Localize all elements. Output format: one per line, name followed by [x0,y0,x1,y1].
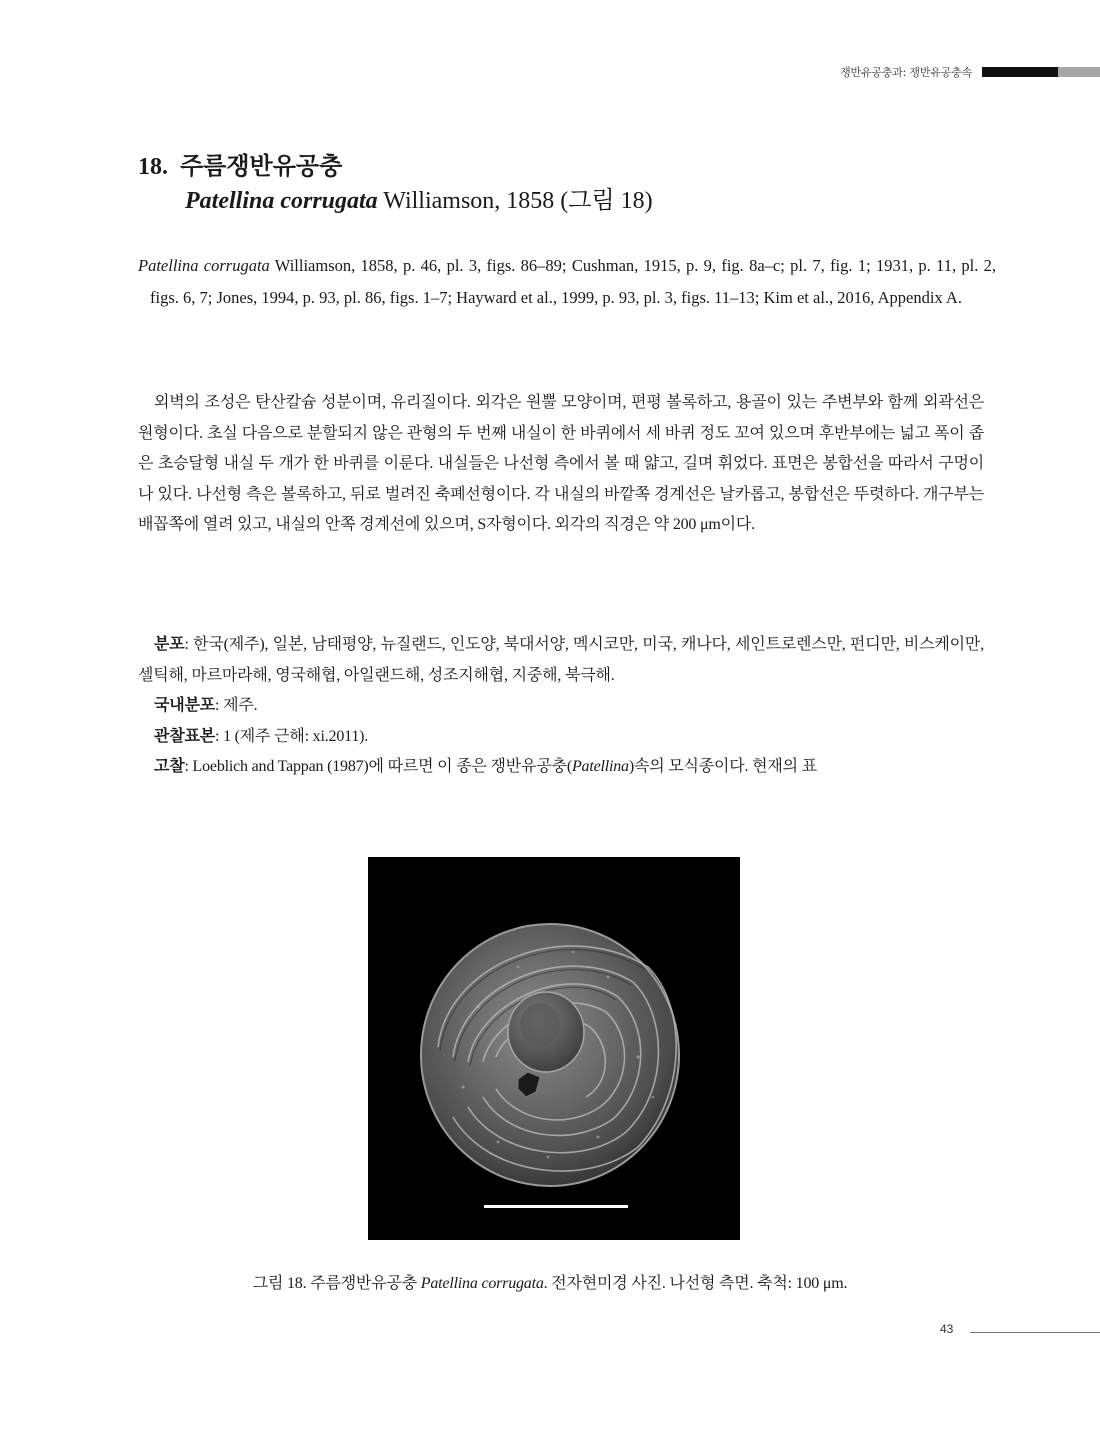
page-folio [940,1322,1100,1342]
authority: Williamson, 1858 [377,188,555,214]
specimens-label: 관찰표본 [154,727,216,745]
korean-name: 주름쟁반유공충 [180,154,343,180]
scientific-name: Patellina corrugata [185,188,378,214]
title-line-scientific [185,184,998,218]
domestic-text: : 제주. [215,697,258,714]
domestic-paragraph [138,691,984,722]
sem-photograph [368,857,740,1240]
remarks-paragraph [138,752,984,783]
page-number: 43 [940,1322,954,1336]
synonymy-list [138,250,996,314]
caption-suffix: . 전자현미경 사진. 나선형 측면. 축척: 100 μm. [543,1275,848,1292]
remarks-genus: Patellina [571,758,629,775]
specimens-paragraph [138,722,984,753]
synonymy-sci-name: Patellina corrugata [138,256,270,275]
remarks-text-before: : Loeblich and Tappan (1987)에 따르면 이 종은 쟁반유공충( [184,758,572,775]
title-line-korean [138,150,998,184]
distribution-label: 분포 [154,636,185,653]
specimens-text: : 1 (제주 근해: xi.2011). [215,727,369,745]
folio-rule [970,1332,1100,1333]
distribution-paragraph [138,630,984,691]
synonymy-text: Williamson, 1858, p. 46, pl. 3, figs. 86–89; Cushman, 1915, p. 9, fig. 8a–c; pl. 7, fig. 1; 1931, p. 11, pl. 2, figs. 6, 7; Jones, 1994, p. 93, pl. 86, figs. 1–7; Hayward et al., 1999, p. 93, pl. 3, figs. 11–13; Kim et al., 2016, Appendix A. [150,256,996,307]
scale-bar [484,1205,628,1208]
caption-prefix: 그림 18. 주름쟁반유공충 [252,1275,421,1292]
running-head-bar-gray [1058,67,1100,77]
caption-sci-name: Patellina corrugata [420,1275,544,1292]
species-number: 18. [138,154,168,180]
domestic-label: 국내분포 [154,697,216,714]
figure-caption [0,1272,1100,1296]
distribution-text: : 한국(제주), 일본, 남태평양, 뉴질랜드, 인도양, 북대서양, 멕시코만, 미국, 캐나다, 세인트로렌스만, 펀디만, 비스케이만, 셀틱해, 마르마라해, 영국해협, 아일랜드해, 성조지해협, 지중해, 북극해. [138,636,984,684]
running-head-text: 쟁반유공충과: 쟁반유공충속 [840,66,972,79]
remarks-label: 고찰 [154,758,185,775]
foraminifera-shell-image [368,857,740,1240]
running-head [840,64,1100,80]
description-paragraph: 외벽의 조성은 탄산칼슘 성분이며, 유리질이다. 외각은 원뿔 모양이며, 편평 볼록하고, 용골이 있는 주변부와 함께 외곽선은 원형이다. 초실 다음으로 분할되지 않은 관형의 두 번째 내실이 한 바퀴에서 세 바퀴 정도 꼬여 있으며 후반부에는 넓고 폭이 좁은 초승달형 내실 두 개가 한 바퀴를 이룬다. 내실들은 나선형 측에서 볼 때 얇고, 길며 휘었다. 표면은 봉합선을 따라서 구멍이 나 있다. 나선형 측은 볼록하고, 뒤로 벌려진 축폐선형이다. 각 내실의 바깥쪽 경계선은 날카롭고, 봉합선은 뚜렷하다. 개구부는 배꼽쪽에 열려 있고, 내실의 안쪽 경계선에 있으며, S자형이다. 외각의 직경은 약 200 μm이다. [138,394,984,533]
running-head-bar-black [982,67,1058,77]
figure-reference: (그림 18) [554,188,653,214]
species-details [138,630,984,783]
species-title [138,150,998,218]
remarks-text-after: )속의 모식종이다. 현재의 표 [628,758,817,775]
